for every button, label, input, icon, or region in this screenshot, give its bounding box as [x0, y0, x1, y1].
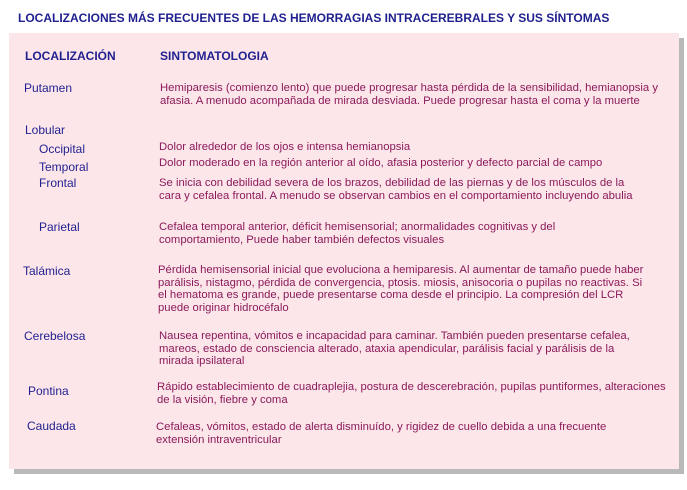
location-header: LOCALIZACIÓN	[25, 49, 116, 63]
symptoms-putamen: Hemiparesis (comienzo lento) que puede progresar hasta pérdida de la sensibilidad, hemianopsia y afasia. A menudo acompañada de mirada desviada. Puede progresar hasta el coma y la muerte	[160, 82, 658, 107]
location-temporal: Temporal	[39, 160, 89, 174]
location-caudada: Caudada	[27, 419, 76, 433]
symptoms-header: SINTOMATOLOGIA	[160, 49, 269, 63]
location-frontal: Frontal	[39, 176, 77, 190]
symptoms-occipital: Dolor alrededor de los ojos e intensa hemianopsia	[159, 141, 411, 153]
location-cerebelosa: Cerebelosa	[24, 329, 86, 343]
symptoms-temporal: Dolor moderado en la región anterior al oído, afasia posterior y defecto parcial de campo	[159, 157, 603, 169]
symptoms-cerebelosa: Nausea repentina, vómitos e incapacidad para caminar. También pueden presentarse cefalea, mareos, estado de consciencia alterado, ataxia apendicular, parálisis facial y parálisis de la mirada ipsilateral	[159, 330, 630, 367]
location-pontina: Pontina	[28, 384, 69, 398]
location-occipital: Occipital	[39, 142, 86, 156]
location-putamen: Putamen	[24, 81, 73, 95]
page-title: LOCALIZACIONES MÁS FRECUENTES DE LAS HEMORRAGIAS INTRACEREBRALES Y SUS SÍNTOMAS	[18, 11, 610, 25]
location-parietal: Parietal	[39, 220, 80, 234]
symptoms-pontina: Rápido establecimiento de cuadraplejia, postura de descerebración, pupilas puntiformes, alteraciones de la visión, fiebre y coma	[157, 381, 666, 406]
location-lobular: Lobular	[25, 123, 66, 137]
symptoms-parietal: Cefalea temporal anterior, déficit hemisensorial; anormalidades cognitivas y del comportamiento, Puede haber también defectos visuales	[159, 221, 556, 246]
location-talamica: Talámica	[23, 264, 71, 278]
symptoms-caudada: Cefaleas, vómitos, estado de alerta disminuído, y rigidez de cuello debida a una frecuente extensión intraventricular	[156, 421, 607, 446]
symptoms-frontal: Se inicia con debilidad severa de los brazos, debilidad de las piernas y de los músculos de la cara y cefalea frontal. A menudo se observan cambios en el comportamiento incluyendo abulia	[159, 177, 633, 202]
symptoms-talamica: Pérdida hemisensorial inicial que evoluciona a hemiparesis. Al aumentar de tamaño puede haber parálisis, nistagmo, pérdida de convergencia, ptosis. miosis, anisocoria o pupilas no reactivas. Si el hematoma es grande, puede presentarse coma desde el principio. La compresión del LCR puede originar hidrocéfalo	[158, 264, 644, 314]
